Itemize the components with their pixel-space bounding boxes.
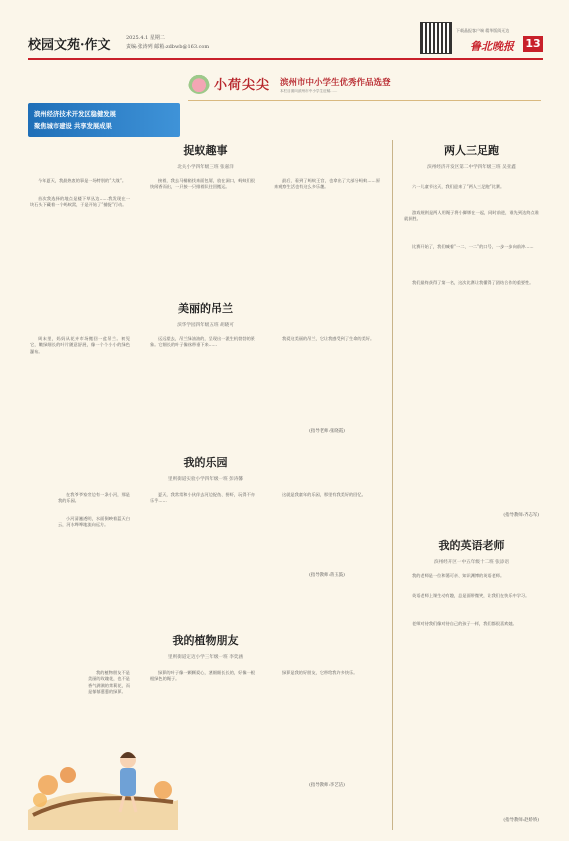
banner-line-1: 滨州经济技术开发区稳健发展 bbox=[34, 111, 116, 118]
article-paragraph: 英语老师上课生动有趣，总是面带微笑，让我们在快乐中学习。 bbox=[412, 593, 530, 598]
column-name: 小荷尖尖 bbox=[214, 78, 271, 93]
column-header bbox=[188, 70, 541, 101]
illustration-girl-on-branch bbox=[28, 690, 178, 830]
article-author: 滨州经开区一中五年级十二班 张添语 bbox=[434, 560, 509, 565]
issue-date: 2025.4.1 星期二 bbox=[126, 35, 165, 41]
lotus-icon bbox=[188, 72, 210, 94]
article-paragraph: 绿萝是我的好朋友，它带给我许多快乐。 bbox=[282, 670, 358, 675]
article-sign: (指导教师:赵娇娇) bbox=[503, 818, 539, 823]
editor-info: 责编:张涛列 邮箱:zdbwb@163.com bbox=[126, 44, 210, 50]
article-paragraph: 小河清澈透明，水面倒映着蓝天白云，河水哗哗地流向远方。 bbox=[58, 516, 130, 528]
column-divider bbox=[392, 140, 393, 830]
article-paragraph: 老师对待我们像对待自己的孩子一样，我们都很喜欢她。 bbox=[412, 621, 517, 626]
section-title: 校园文苑·作文 bbox=[28, 38, 111, 53]
article-title: 捉蚁趣事 bbox=[183, 144, 228, 157]
article-spider-plant bbox=[28, 300, 383, 450]
paper-name: 鲁北晚报 bbox=[470, 40, 514, 53]
article-paradise bbox=[28, 452, 383, 632]
article-title: 我的乐园 bbox=[183, 456, 228, 469]
article-paragraph: 我们最终获得了第一名，这次比赛让我懂得了团结合作的重要性。 bbox=[412, 280, 534, 285]
article-paragraph: 游戏规则是两人用绳子将小脚绑在一起，同时前进，谁先到达终点谁就获胜。 bbox=[404, 210, 539, 222]
column-subtitle: 滨州市中小学生优秀作品选登 bbox=[280, 78, 391, 88]
article-paragraph: 在我爷爷家旁边有一条小河，那是我的乐园。 bbox=[58, 492, 130, 504]
article-sign: (指导教师:齐志军) bbox=[503, 513, 539, 518]
article-paragraph: 接着，我去马桶箱找来面包屑，放在洞口，蚂蚁们很快闻香而出，一只接一只排着队往回搬运。 bbox=[150, 178, 255, 190]
article-paragraph: 这就是我童年的乐园，那里有我美好的回忆。 bbox=[282, 492, 366, 497]
page-header bbox=[0, 0, 569, 62]
article-paragraph: 我爱这美丽的吊兰，它让我感受到了生命的美好。 bbox=[282, 336, 375, 341]
article-paragraph: 首次我选择的地点是楼下草丛边……我发现在一块石头下藏着一个蚂蚁窝，于是开始了“捕捉”行动。 bbox=[30, 196, 130, 208]
article-english-teacher bbox=[400, 535, 543, 835]
qr-code[interactable] bbox=[420, 22, 452, 54]
article-paragraph: 周末里，妈妈从花卉市场搬回一盆吊兰。初见它，嫩绿细长的叶片随意舒展，像一个个小小的绿色瀑布。 bbox=[30, 336, 130, 354]
article-paragraph: 今年夏天，我最热衷的事是一场特别的“大战”。 bbox=[38, 178, 127, 183]
article-three-legged-race bbox=[400, 140, 543, 520]
header-rule bbox=[28, 58, 543, 60]
banner-line-2: 聚焦城市建设 共享发展成果 bbox=[34, 123, 112, 130]
article-author: 里则街道实验小学四年级一班 彭涛馨 bbox=[168, 477, 243, 482]
article-paragraph: 六一儿童节这天，我们迎来了“两人三足跑”比赛。 bbox=[412, 184, 505, 189]
article-author: 北关小学四年级三班 张嘉洋 bbox=[177, 165, 234, 170]
column-note: 本栏目面向滨州市中小学生征稿…… bbox=[280, 89, 338, 93]
article-title: 我的英语老师 bbox=[438, 539, 505, 552]
article-sign: (指导教师:蒋玉鼓) bbox=[309, 573, 345, 578]
article-paragraph: 比赛开始了，我们喊着“一二、一二”的口号，一步一步向前冲…… bbox=[412, 244, 534, 249]
article-sign: (指导老师:张晓霞) bbox=[309, 429, 345, 434]
article-paragraph: 夏天，我常常和小伙伴去河边捉鱼、捞虾，玩得不亦乐乎…… bbox=[150, 492, 255, 504]
article-ant-hunt bbox=[28, 140, 383, 300]
article-author: 滨华学园四年级五班 胡晓可 bbox=[177, 323, 234, 328]
article-author: 滨州经济开发区第二中学四年级三班 吴亚鑫 bbox=[427, 165, 516, 170]
qr-caption: 下载晶报客户端 精华版阅无边 bbox=[456, 28, 510, 33]
article-author: 里则街道定迈小学三年级一班 李奕涵 bbox=[168, 655, 243, 660]
article-paragraph: 我的植物朋友不是美丽的玫瑰花，也不是香气满满的茉莉花，而是郁郁葱葱的绿萝。 bbox=[88, 670, 130, 695]
article-title: 两人三足跑 bbox=[444, 144, 499, 157]
article-title: 我的植物朋友 bbox=[172, 634, 239, 647]
article-sign: (指导教师:李艺洁) bbox=[309, 783, 345, 788]
page-number: 13 bbox=[523, 36, 543, 52]
promo-banner bbox=[28, 103, 180, 137]
article-paragraph: 绿萝的叶子像一颗颗爱心，茎细细长长的，好像一根根绿色的绳子。 bbox=[150, 670, 255, 682]
article-title: 美丽的吊兰 bbox=[178, 302, 233, 315]
article-paragraph: 我的老师是一位和蔼可亲、知识渊博的英语老师。 bbox=[412, 573, 505, 578]
article-paragraph: 最后，看到了蚂蚁王宫，也拿出了大部分蚂蚁……原来观察生活也有这么多乐趣。 bbox=[274, 178, 380, 190]
article-paragraph: 远远望去，吊兰绿油油的，呈现出一派生机勃勃的景象。它细长的叶子像丝带垂下来…… bbox=[150, 336, 255, 348]
